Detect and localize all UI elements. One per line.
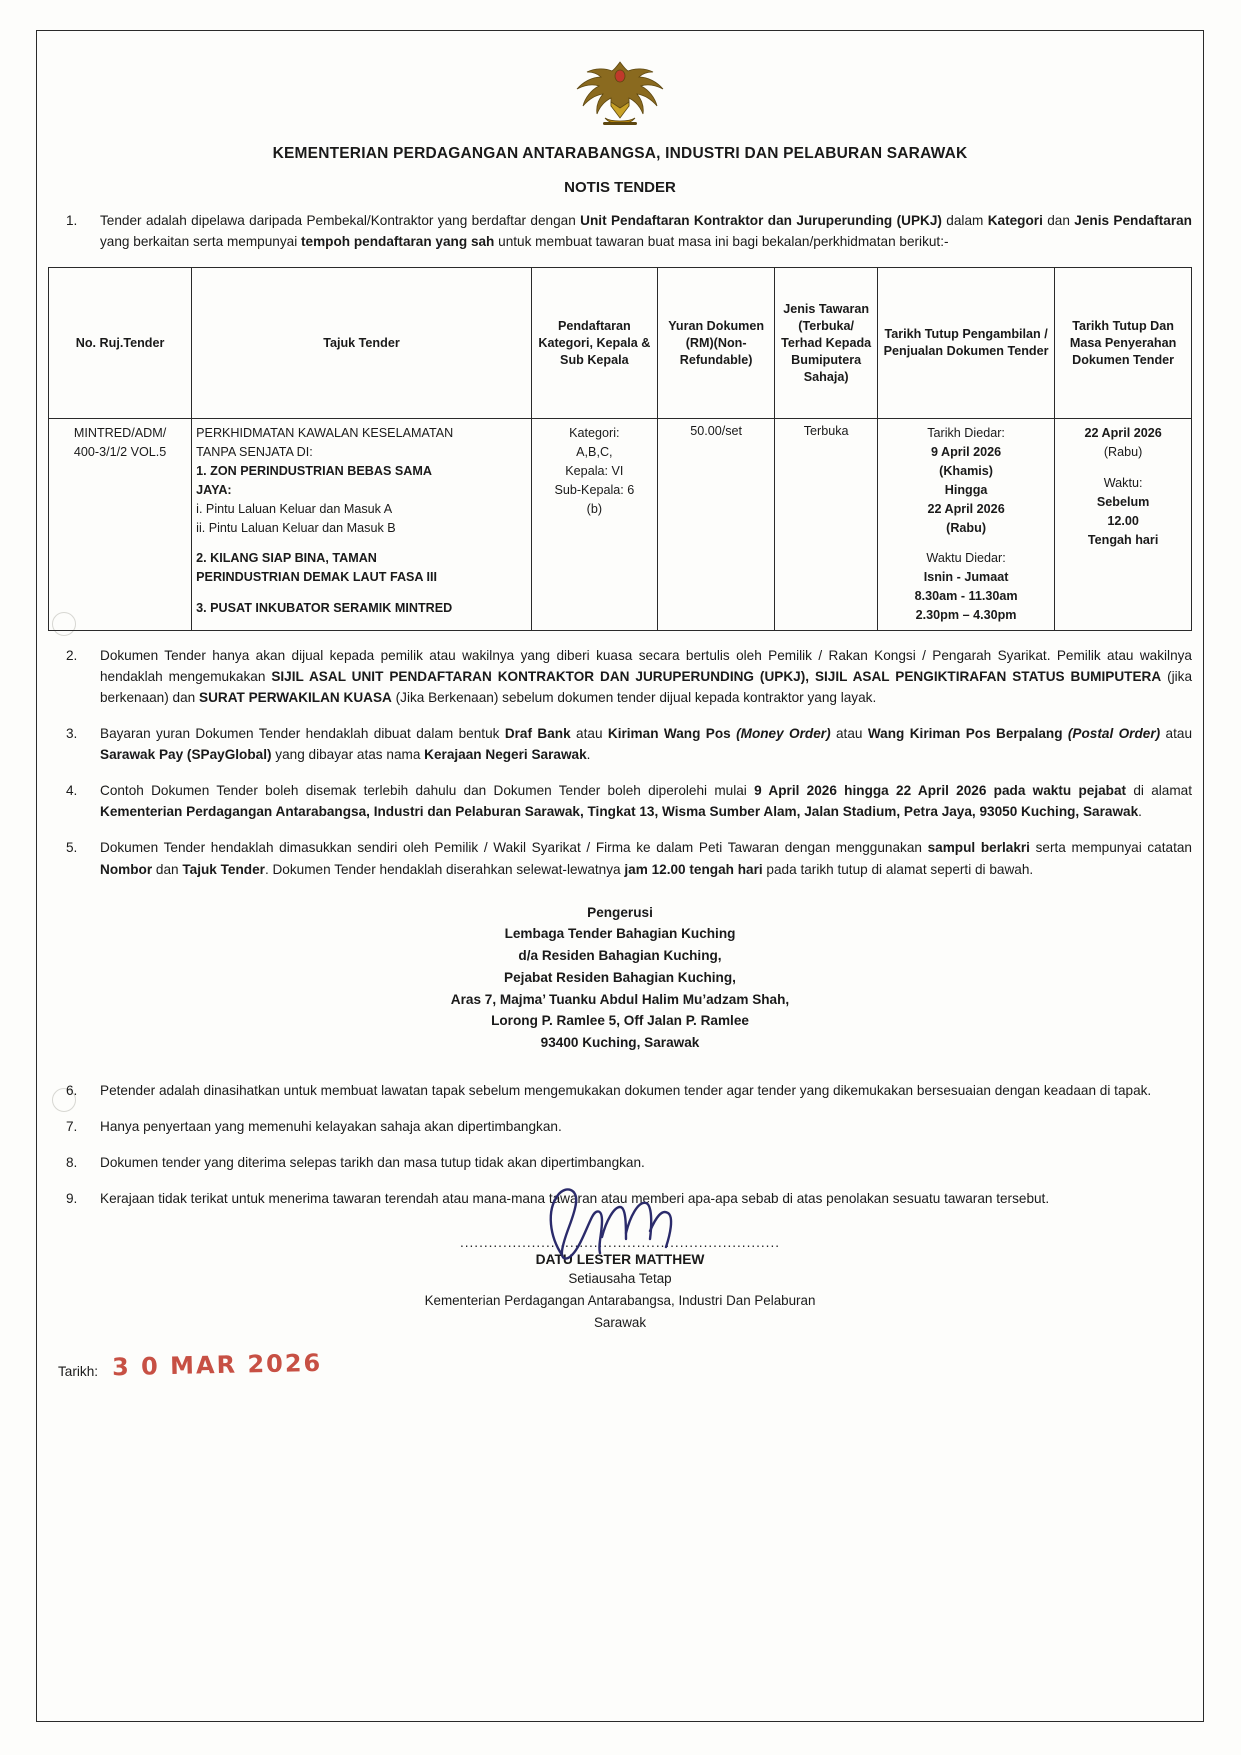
ref-no-line: 400-3/1/2 VOL.5 — [73, 445, 167, 460]
address-line: Lorong P. Ramlee 5, Off Jalan P. Ramlee — [491, 1013, 749, 1029]
clause5-b3: Tajuk Tender — [182, 861, 265, 877]
clause-4-number: 4. — [66, 783, 78, 799]
collection-line: Hingga — [944, 482, 988, 497]
tender-title-line — [196, 587, 527, 599]
clause1-bold4: tempoh pendaftaran yang sah — [301, 234, 495, 250]
tender-title-line: i. Pintu Laluan Keluar dan Masuk A — [196, 501, 393, 516]
submission-line: Sebelum — [1096, 494, 1150, 509]
clause-3-number: 3. — [66, 726, 78, 742]
clause3-p2: atau — [570, 726, 608, 742]
clause2-p1: Dokumen Tender hanya akan dijual kepada pemilik atau wakilnya yang diberi kuasa secara bertulis oleh Pemilik / Rakan Kongsi / Pengarah Syarikat. Pemilik atau wakilnya hendaklah mengemukakan — [100, 648, 1192, 685]
clause-1 — [48, 210, 1192, 252]
clause2-b1: SIJIL ASAL UNIT PENDAFTARAN KONTRAKTOR DAN JURUPERUNDING (UPKJ), SIJIL ASAL PENGIKTIRAFAN STATUS BUMIPUTERA — [271, 669, 1162, 685]
clause-4 — [48, 780, 1192, 822]
submission-line: 12.00 — [1107, 513, 1139, 528]
address-line: Lembaga Tender Bahagian Kuching — [504, 926, 736, 942]
clause3-b3: Wang Kiriman Pos Berpalang — [867, 726, 1068, 742]
clause-7-number: 7. — [66, 1118, 78, 1134]
address-line: Pejabat Residen Bahagian Kuching, — [504, 969, 736, 985]
address-line: d/a Residen Bahagian Kuching, — [518, 948, 722, 964]
clause5-p1: Dokumen Tender hendaklah dimasukkan sendiri oleh Pemilik / Wakil Syarikat / Firma ke dalam Peti Tawaran dengan menggunakan — [100, 840, 928, 856]
submission-line — [1059, 462, 1187, 474]
th-closing-submission: Tarikh Tutup Dan Masa Penyerahan Dokumen Tender — [1055, 268, 1192, 419]
sarawak-coat-of-arms-icon — [565, 56, 675, 134]
clause-1-number: 1. — [66, 213, 78, 228]
collection-line: (Khamis) — [939, 463, 994, 478]
clause4-p2: di alamat — [1126, 783, 1192, 799]
th-closing-collection: Tarikh Tutup Pengambilan / Penjualan Dokumen Tender — [877, 268, 1054, 419]
signatory-role-2: Kementerian Perdagangan Antarabangsa, Industri Dan Pelaburan — [424, 1293, 816, 1309]
signatory-name: DATU LESTER MATTHEW — [535, 1252, 705, 1268]
table-header-row — [49, 268, 1192, 419]
clause4-b1: 9 April 2026 hingga 22 April 2026 pada waktu pejabat — [754, 783, 1127, 799]
clause1-part2: dalam — [941, 213, 988, 228]
collection-line: 8.30am - 11.30am — [914, 589, 1018, 604]
clause5-p4: . Dokumen Tender hendaklah diserahkan selewat-lewatnya — [264, 861, 625, 877]
clause-7 — [48, 1116, 1192, 1137]
ministry-title: KEMENTERIAN PERDAGANGAN ANTARABANGSA, INDUSTRI DAN PELABURAN SARAWAK — [272, 145, 968, 162]
clause1-bold2: Kategori — [987, 213, 1043, 228]
collection-line: 2.30pm – 4.30pm — [915, 608, 1017, 623]
clause1-part5: untuk membuat tawaran buat masa ini bagi bekalan/perkhidmatan berikut:- — [494, 234, 949, 250]
clause-2 — [48, 645, 1192, 708]
clause2-p2: (jika berkenaan) dan — [100, 669, 1193, 706]
clause1-bold1: Unit Pendaftaran Kontraktor dan Juruperunding (UPKJ) — [580, 213, 942, 228]
th-ref-no: No. Ruj.Tender — [49, 268, 192, 419]
signature-line: ................................................................... — [459, 1235, 781, 1251]
clause3-b4: Sarawak Pay (SPayGlobal) — [100, 747, 272, 763]
registration-line: Sub-Kepala: 6 — [554, 482, 635, 497]
collection-line — [882, 537, 1050, 549]
clause5-p2: serta mempunyai catatan — [1029, 840, 1192, 856]
cell-registration — [531, 419, 657, 631]
address-line: Aras 7, Majma’ Tuanku Abdul Halim Mu’adzam Shah, — [450, 991, 790, 1007]
cell-closing-collection — [877, 419, 1054, 631]
registration-line: A,B,C, — [576, 445, 613, 460]
submission-line: Waktu: — [1103, 475, 1143, 490]
document-content — [44, 44, 1196, 1382]
clause-9-text: Kerajaan tidak terikat untuk menerima tawaran terendah atau mana-mana tawaran atau memberi apa-apa sebab di atas penolakan sesuatu tawaran tersebut. — [100, 1191, 1050, 1207]
clause-3 — [48, 723, 1192, 765]
tender-title-line: PERKHIDMATAN KAWALAN KESELAMATAN — [196, 426, 454, 441]
clause3-b5: Kerajaan Negeri Sarawak — [424, 747, 587, 763]
clause-5-text — [100, 837, 1192, 879]
collection-line: Waktu Diedar: — [926, 551, 1006, 566]
table-row — [49, 419, 1192, 631]
clause-2-number: 2. — [66, 648, 78, 664]
clause3-b1: Draf Bank — [504, 726, 571, 742]
address-line: 93400 Kuching, Sarawak — [540, 1035, 700, 1051]
tender-title-line: 3. PUSAT INKUBATOR SERAMIK MINTRED — [196, 601, 453, 616]
registration-line: Kategori: — [569, 426, 620, 441]
th-registration: Pendaftaran Kategori, Kepala & Sub Kepala — [531, 268, 657, 419]
clause-2-text — [100, 645, 1192, 708]
clause3-p4: atau — [1160, 726, 1193, 742]
clause-4-text — [100, 780, 1192, 822]
clause-5-number: 5. — [66, 840, 78, 856]
registration-line: (b) — [586, 501, 603, 516]
clause5-p3: dan — [152, 861, 183, 877]
tender-title-line: 1. ZON PERINDUSTRIAN BEBAS SAMA — [196, 463, 432, 478]
clause4-p1: Contoh Dokumen Tender boleh disemak terlebih dahulu dan Dokumen Tender boleh diperolehi mulai — [100, 783, 755, 799]
clause1-part4: yang berkaitan serta mempunyai — [100, 234, 301, 250]
tender-title-line: 2. KILANG SIAP BINA, TAMAN — [196, 551, 377, 566]
collection-line: 9 April 2026 — [930, 445, 1002, 460]
collection-line: (Rabu) — [946, 520, 987, 535]
date-stamp: 3 0 MAR 2026 — [111, 1349, 323, 1382]
th-tender-type: Jenis Tawaran (Terbuka/ Terhad Kepada Bumiputera Sahaja) — [775, 268, 878, 419]
clause-5 — [48, 837, 1192, 879]
document-title: NOTIS TENDER — [564, 179, 676, 196]
signature-block — [48, 1235, 1192, 1333]
collection-line: Tarikh Diedar: — [927, 426, 1005, 441]
date-label: Tarikh: — [58, 1364, 99, 1380]
th-fee: Yuran Dokumen (RM)(Non-Refundable) — [657, 268, 775, 419]
clause1-bold3: Jenis Pendaftaran — [1074, 213, 1192, 228]
clause-9-number: 9. — [66, 1191, 78, 1207]
clause-9 — [48, 1188, 1192, 1209]
signatory-role-3: Sarawak — [593, 1315, 647, 1331]
clause5-b1: sampul berlakri — [927, 840, 1030, 856]
clause-1-text — [100, 210, 1192, 252]
submission-line: 22 April 2026 — [1084, 426, 1162, 441]
clause1-part1: Tender adalah dipelawa daripada Pembekal/Kontraktor yang berdaftar dengan — [100, 213, 581, 228]
registration-line: Kepala: VI — [565, 463, 624, 478]
tender-title-line — [196, 537, 527, 549]
cell-tender-type: Terbuka — [775, 419, 878, 631]
tender-title-line: ii. Pintu Laluan Keluar dan Masuk B — [196, 520, 396, 535]
clause1-part3: dan — [1042, 213, 1075, 228]
clause-3-text — [100, 723, 1192, 765]
tender-title-line: TANPA SENJATA DI: — [196, 445, 313, 460]
ref-no-line: MINTRED/ADM/ — [73, 426, 167, 441]
submission-line: Tengah hari — [1087, 532, 1159, 547]
tender-table — [48, 267, 1192, 631]
clause3-i1: (Money Order) — [736, 726, 831, 742]
tender-board-address — [48, 902, 1192, 1054]
clause2-b2: SURAT PERWAKILAN KUASA — [199, 690, 392, 706]
clause-6-text: Petender adalah dinasihatkan untuk membuat lawatan tapak sebelum mengemukakan dokumen tender agar tender yang dikemukakan bersesuaian dengan keadaan di tapak. — [100, 1082, 1152, 1098]
clause3-b2: Kiriman Wang Pos — [607, 726, 737, 742]
clause5-p5: pada tarikh tutup di alamat seperti di bawah. — [762, 861, 1034, 877]
collection-line: Isnin - Jumaat — [923, 570, 1009, 585]
cell-tender-title — [192, 419, 532, 631]
clause-8-text: Dokumen tender yang diterima selepas tarikh dan masa tutup tidak akan dipertimbangkan. — [100, 1154, 645, 1170]
clause4-p3: . — [1138, 804, 1142, 820]
clause-6-number: 6. — [66, 1082, 78, 1098]
clause-6 — [48, 1080, 1192, 1101]
clause3-i2: (Postal Order) — [1067, 726, 1161, 742]
clause4-b2: Kementerian Perdagangan Antarabangsa, Industri dan Pelaburan Sarawak, Tingkat 13, Wisma Sumber Alam, Jalan Stadium, Petra Jaya, 93050 Kuching, Sarawak — [100, 804, 1139, 820]
clause3-p5: yang dibayar atas nama — [271, 747, 425, 763]
clause3-p1: Bayaran yuran Dokumen Tender hendaklah dibuat dalam bentuk — [100, 726, 505, 742]
clause2-p3: (Jika Berkenaan) sebelum dokumen tender dijual kepada kontraktor yang layak. — [391, 690, 877, 706]
th-title: Tajuk Tender — [192, 268, 532, 419]
tender-title-line: PERINDUSTRIAN DEMAK LAUT FASA III — [196, 570, 438, 585]
address-line: Pengerusi — [587, 904, 653, 920]
clause3-p6: . — [586, 747, 591, 763]
cell-closing-submission — [1055, 419, 1192, 631]
crest-container — [48, 56, 1192, 139]
cell-fee: 50.00/set — [657, 419, 775, 631]
signatory-role-1: Setiausaha Tetap — [568, 1271, 672, 1287]
collection-line: 22 April 2026 — [927, 501, 1005, 516]
clause3-p3: atau — [830, 726, 868, 742]
clause-8 — [48, 1152, 1192, 1173]
clause-7-text: Hanya penyertaan yang memenuhi kelayakan sahaja akan dipertimbangkan. — [100, 1118, 562, 1134]
cell-ref-no — [49, 419, 192, 631]
clause5-b2: Nombor — [100, 861, 153, 877]
date-row — [48, 1349, 1192, 1382]
clause-8-number: 8. — [66, 1154, 78, 1170]
clause5-b4: jam 12.00 tengah hari — [624, 861, 763, 877]
tender-title-line: JAYA: — [196, 482, 232, 497]
submission-line: (Rabu) — [1103, 445, 1143, 460]
